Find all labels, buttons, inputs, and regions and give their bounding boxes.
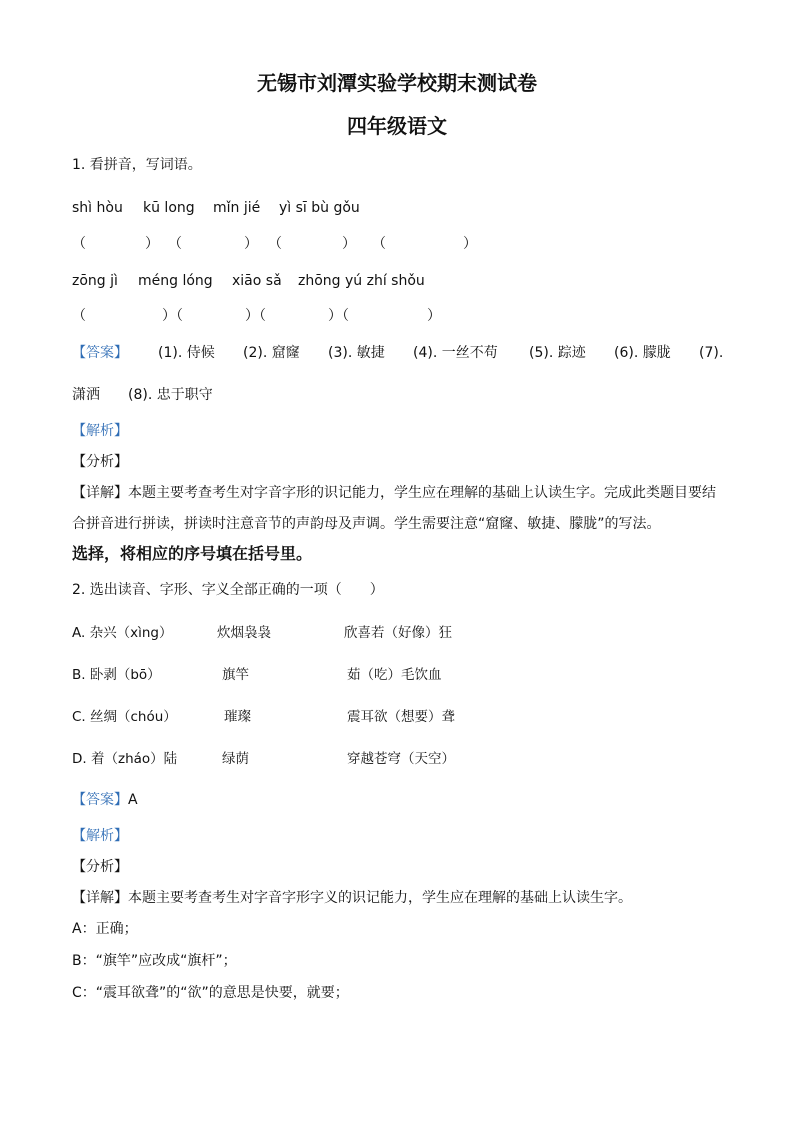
bracket: ）（ xyxy=(162,308,183,324)
pinyin-item: shì hòu xyxy=(72,200,123,216)
answer-item: (6). 朦胧 xyxy=(614,345,671,361)
q2-fenxi-tag: 【分析】 xyxy=(72,859,128,875)
bracket: ） xyxy=(463,236,477,252)
bracket: （ xyxy=(168,236,182,252)
option-word: 绿荫 xyxy=(222,751,249,767)
bracket: ）（ xyxy=(245,308,266,324)
detail-text: 本题主要考查考生对字音字形字义的识记能力，学生应在理解的基础上认读生字。 xyxy=(128,890,632,906)
bracket: ）（ xyxy=(328,308,349,324)
answer-item: (2). 窟窿 xyxy=(243,345,300,361)
answer-item: 潇洒 xyxy=(72,387,100,403)
pinyin-item: xiāo sǎ xyxy=(232,273,282,289)
option-word: 炊烟袅袅 xyxy=(217,625,271,641)
bracket: （ xyxy=(72,236,86,252)
option-word: 璀璨 xyxy=(224,709,251,725)
pinyin-item: mǐn jié xyxy=(213,200,261,216)
answer-item: (8). 忠于职守 xyxy=(128,387,213,403)
answer-item: (4). 一丝不苟 xyxy=(413,345,498,361)
page-title: 无锡市刘潭实验学校期末测试卷 xyxy=(257,71,537,95)
bracket: （ xyxy=(72,308,86,324)
q2-answer xyxy=(72,790,138,810)
answer-item: (3). 敏捷 xyxy=(328,345,385,361)
bracket: ） xyxy=(342,236,356,252)
option-label: C. 丝绸（chóu） xyxy=(72,709,177,725)
option-word: 穿越苍穹（天空） xyxy=(347,751,455,767)
pinyin-item: kū long xyxy=(143,200,195,216)
q2-detail-line1 xyxy=(72,888,632,908)
detail-text: 本题主要考查考生对字音字形的识记能力，学生应在理解的基础上认读生字。完成此类题目要结 xyxy=(128,485,716,501)
q2-analysis-tag: 【解析】 xyxy=(72,828,128,844)
pinyin-item: zōng jì xyxy=(72,273,118,289)
pinyin-item: yì sī bù gǒu xyxy=(279,200,360,216)
detail-tag: 【详解】 xyxy=(72,485,128,501)
q2-detail-c: C：“震耳欲聋”的“欲”的意思是快要，就要； xyxy=(72,985,349,1001)
answer-tag: 【答案】 xyxy=(72,345,128,361)
answer-value: A xyxy=(128,792,138,808)
bracket: ） xyxy=(145,236,159,252)
pinyin-item: zhōng yú zhí shǒu xyxy=(298,273,425,289)
answer-tag: 【答案】 xyxy=(72,792,128,808)
option-word: 茹（吃）毛饮血 xyxy=(347,667,442,683)
q1-detail-line1 xyxy=(72,483,716,503)
option-word: 欣喜若（好像）狂 xyxy=(344,625,452,641)
bracket: （ xyxy=(268,236,282,252)
q2-prompt: 2. 选出读音、字形、字义全部正确的一项（ ） xyxy=(72,582,384,598)
page-subtitle: 四年级语文 xyxy=(347,114,447,138)
q1-prompt: 1. 看拼音，写词语。 xyxy=(72,157,202,173)
q1-analysis-tag: 【解析】 xyxy=(72,423,128,439)
answer-item: (5). 踪迹 xyxy=(529,345,586,361)
section-heading: 选择，将相应的序号填在括号里。 xyxy=(72,544,313,563)
detail-tag: 【详解】 xyxy=(72,890,128,906)
bracket: ） xyxy=(244,236,258,252)
option-label: D. 着（zháo）陆 xyxy=(72,751,178,767)
q1-fenxi-tag: 【分析】 xyxy=(72,454,128,470)
q2-detail-a: A：正确； xyxy=(72,921,138,937)
pinyin-item: méng lóng xyxy=(138,273,213,289)
bracket: ） xyxy=(427,308,441,324)
bracket: （ xyxy=(372,236,386,252)
option-word: 震耳欲（想要）聋 xyxy=(347,709,455,725)
option-label: A. 杂兴（xìng） xyxy=(72,625,173,641)
option-label: B. 卧剥（bō） xyxy=(72,667,161,683)
q2-detail-b: B：“旗竿”应改成“旗杆”； xyxy=(72,953,237,969)
answer-item: (7). xyxy=(699,345,724,361)
q1-detail-line2: 合拼音进行拼读，拼读时注意音节的声韵母及声调。学生需要注意“窟窿、敏捷、朦胧”的写法。 xyxy=(72,516,661,532)
answer-item: (1). 侍候 xyxy=(158,345,215,361)
option-word: 旗竿 xyxy=(222,667,249,683)
